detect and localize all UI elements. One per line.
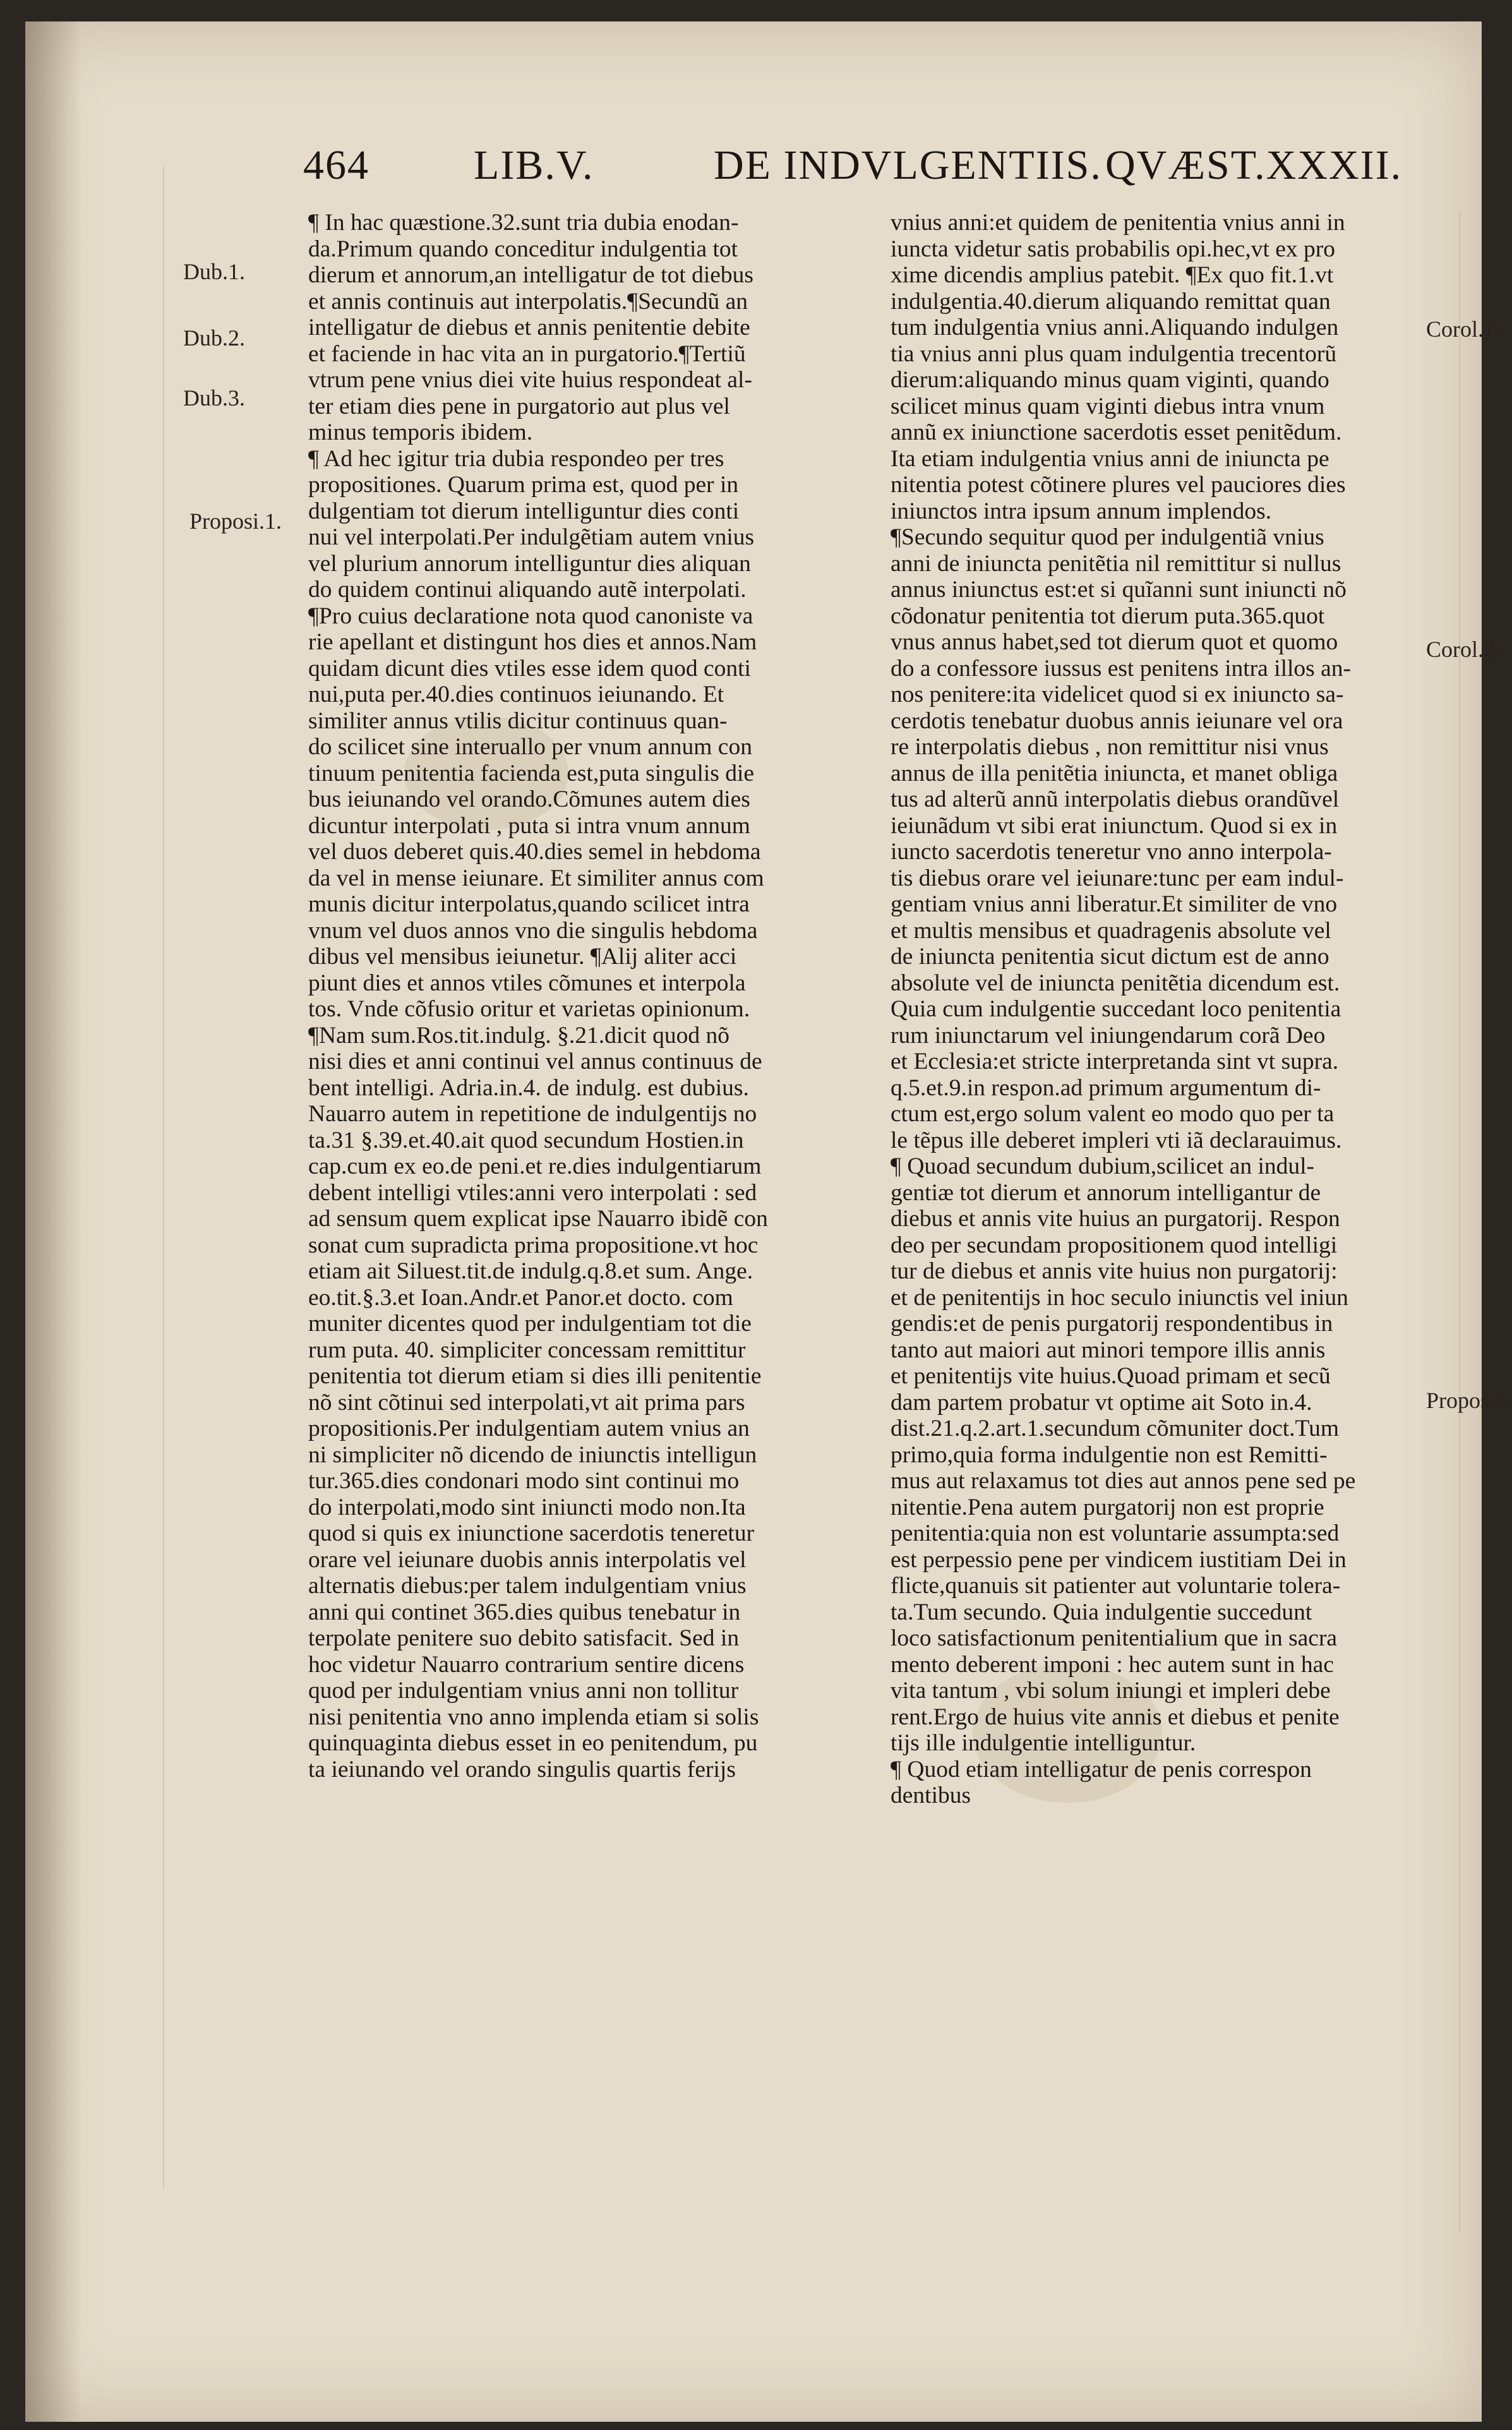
text-line: bent intelligi. Adria.in.4. de indulg. est dubius.: [308, 1074, 749, 1101]
text-line: da vel in mense ieiunare. Et similiter annus com: [308, 865, 764, 891]
left-text-column: [308, 210, 864, 1783]
text-line: q.5.et.9.in respon.ad primum argumentum di-: [891, 1074, 1321, 1101]
text-line: scilicet minus quam viginti diebus intra vnum: [891, 393, 1325, 419]
text-line: ter etiam dies pene in purgatorio aut plus vel: [308, 393, 730, 419]
text-line: nos penitere:ita videlicet quod si ex iniuncto sa-: [891, 682, 1344, 707]
text-line: et Ecclesia:et stricte interpretanda sint vt supra.: [891, 1049, 1339, 1074]
text-line: et faciende in hac vita an in purgatorio.¶Tertiũ: [308, 340, 746, 367]
text-line: anni qui continet 365.dies quibus tenebatur in: [308, 1599, 741, 1625]
margin-note-dub2: Dub.2.: [183, 325, 245, 351]
text-line: primo,quia forma indulgentie non est Remitti-: [891, 1441, 1328, 1468]
text-line: quidam dicunt dies vtiles esse idem quod conti: [308, 655, 751, 682]
text-line: vel duos deberet quis.40.dies semel in hebdoma: [308, 839, 761, 865]
text-line: dierum:aliquando minus quam viginti, quando: [891, 367, 1329, 393]
left-fold-line: [163, 167, 164, 2188]
text-line: eo.tit.§.3.et Ioan.Andr.et Panor.et docto. com: [308, 1284, 733, 1311]
right-fold-line: [1459, 211, 1460, 2232]
text-line: annus iniunctus est:et si quĩanni sunt iniuncti nõ: [891, 577, 1347, 603]
section-title: DE INDVLGENTIIS.: [714, 142, 1102, 188]
margin-note-dub1: Dub.1.: [183, 259, 245, 284]
text-line: cerdotis tenebatur duobus annis ieiunare vel ora: [891, 707, 1343, 734]
text-line: ¶Secundo sequitur quod per indulgentiã vnius: [891, 524, 1324, 550]
text-line: muniter dicentes quod per indulgentiam tot die: [308, 1311, 752, 1337]
text-line: et multis mensibus et quadragenis absolute vel: [891, 917, 1331, 944]
text-line: ¶ Ad hec igitur tria dubia respondeo per tres: [308, 445, 724, 472]
text-line: propositiones. Quarum prima est, quod per in: [308, 472, 739, 498]
text-line: tinuum penitentia facienda est,puta singulis die: [308, 760, 755, 786]
text-line: et annis continuis aut interpolatis.¶Secundũ an: [308, 288, 748, 315]
text-line: rum iniunctarum vel iniungendarum corã Deo: [891, 1022, 1326, 1049]
text-line: re interpolatis diebus , non remittitur nisi vnus: [891, 734, 1329, 760]
text-line: rie apellant et distingunt hos dies et annos.Nam: [308, 629, 757, 655]
text-line: absolute vel de iniuncta penitẽtia dicendum est.: [891, 970, 1340, 996]
text-line: ni simpliciter nõ dicendo de iniunctis intelligun: [308, 1441, 757, 1468]
quaestio-label: QVÆST.XXXII.: [1105, 142, 1403, 188]
text-line: tus ad alterũ annũ interpolatis diebus orandũvel: [891, 786, 1340, 812]
text-line: gendis:et de penis purgatorij respondentibus in: [891, 1311, 1333, 1337]
text-line: dentibus: [891, 1783, 971, 1808]
text-line: ad sensum quem explicat ipse Nauarro ibidẽ con: [308, 1206, 768, 1232]
text-line: propositionis.Per indulgentiam autem vnius an: [308, 1416, 750, 1441]
text-line: nui vel interpolati.Per indulgẽtiam autem vnius: [308, 524, 755, 550]
text-line: dam partem probatur vt optime ait Soto in.4.: [891, 1389, 1312, 1416]
text-line: mento deberent imponi : hec autem sunt in hac: [891, 1651, 1334, 1678]
margin-note-propos1: Proposi.1.: [189, 508, 282, 534]
margin-note-corol2: Corol.2.: [1426, 637, 1501, 662]
text-line: da.Primum quando conceditur indulgentia tot: [308, 236, 738, 262]
text-line: tos. Vnde cõfusio oritur et varietas opinionum.: [308, 996, 750, 1022]
text-line: et de penitentijs in hoc seculo iniunctis vel iniun: [891, 1284, 1348, 1311]
text-line: gentiæ tot dierum et annorum intelligantur de: [891, 1179, 1321, 1206]
text-line: iuncto sacerdotis teneretur vno anno interpola-: [891, 839, 1332, 865]
text-line: dulgentiam tot dierum intelliguntur dies conti: [308, 498, 740, 524]
text-line: dist.21.q.2.art.1.secundum cõmuniter doct.Tum: [891, 1416, 1340, 1441]
text-line: debent intelligi vtiles:anni vero interpolati : sed: [308, 1179, 757, 1206]
text-line: tur.365.dies condonari modo sint continui mo: [308, 1468, 740, 1494]
text-line: rent.Ergo de huius vite annis et diebus et penite: [891, 1704, 1340, 1730]
text-line: vnus annus habet,sed tot dierum quot et quomo: [891, 629, 1338, 655]
book-label: LIB.V.: [474, 142, 594, 188]
text-line: ¶ In hac quæstione.32.sunt tria dubia enodan-: [308, 210, 739, 236]
text-line: quod si quis ex iniunctione sacerdotis teneretur: [308, 1520, 755, 1546]
text-line: nui,puta per.40.dies continuos ieiunando. Et: [308, 682, 724, 707]
text-line: gentiam vnius anni liberatur.Et similiter de vno: [891, 891, 1338, 917]
text-line: xime dicendis amplius patebit. ¶Ex quo fit.1.vt: [891, 262, 1334, 288]
text-line: dicuntur interpolati , puta si intra vnum annum: [308, 812, 750, 839]
text-line: le tẽpus ille deberet impleri vti iã declarauimus.: [891, 1127, 1342, 1153]
text-line: vita tantum , vbi solum iniungi et impleri debe: [891, 1678, 1331, 1704]
folio-number: 464: [303, 142, 369, 188]
text-line: ctum est,ergo solum valent eo modo quo per ta: [891, 1101, 1335, 1127]
text-line: orare vel ieiunare duobis annis interpolatis vel: [308, 1546, 747, 1573]
text-line: tijs ille indulgentie intelliguntur.: [891, 1730, 1196, 1756]
text-line: ieiunãdum vt sibi erat iniunctum. Quod si ex in: [891, 812, 1338, 839]
book-page: [25, 21, 1512, 2422]
text-line: vnius anni:et quidem de penitentia vnius anni in: [891, 210, 1345, 236]
page-gutter-shadow: [25, 21, 82, 2422]
text-line: munis dicitur interpolatus,quando scilicet intra: [308, 891, 750, 917]
text-line: indulgentia.40.dierum aliquando remittat quan: [891, 288, 1331, 315]
text-line: Nauarro autem in repetitione de indulgentijs no: [308, 1101, 757, 1127]
text-line: anni de iniuncta penitẽtia nil remittitur si nullus: [891, 550, 1341, 577]
text-line: tis diebus orare vel ieiunare:tunc per eam indul-: [891, 865, 1344, 891]
text-line: Quia cum indulgentie succedant loco penitentia: [891, 996, 1341, 1022]
right-text-column: [891, 210, 1446, 1809]
text-line: ta ieiunando vel orando singulis quartis ferijs: [308, 1756, 736, 1783]
text-line: dibus vel mensibus ieiunetur. ¶Alij aliter acci: [308, 944, 737, 970]
text-line: hoc videtur Nauarro contrarium sentire dicens: [308, 1651, 745, 1678]
text-line: annũ ex iniunctione sacerdotis esset penitẽdum.: [891, 419, 1342, 445]
text-line: tia vnius anni plus quam indulgentia trecentorũ: [891, 340, 1337, 367]
text-line: ¶ Quod etiam intelligatur de penis correspon: [891, 1756, 1312, 1783]
text-line: tur de diebus et annis vite huius non purgatorij:: [891, 1258, 1338, 1284]
text-line: ta.31 §.39.et.40.ait quod secundum Hostien.in: [308, 1127, 744, 1153]
text-line: ¶ Quoad secundum dubium,scilicet an indul-: [891, 1153, 1315, 1179]
text-line: do a confessore iussus est penitens intra illos an-: [891, 655, 1352, 682]
text-line: ¶Pro cuius declaratione nota quod canoniste va: [308, 603, 753, 629]
text-line: de iniuncta penitentia sicut dictum est de anno: [891, 944, 1329, 970]
text-line: tum indulgentia vnius anni.Aliquando indulgen: [891, 315, 1339, 340]
text-line: vnum vel duos annos vno die singulis hebdoma: [308, 917, 758, 944]
text-line: iuncta videtur satis probabilis opi.hec,vt ex pro: [891, 236, 1336, 262]
text-line: nitentia potest cõtinere plures vel pauciores dies: [891, 472, 1346, 498]
text-line: loco satisfactionum penitentialium que in sacra: [891, 1625, 1338, 1651]
text-line: et penitentijs vite huius.Quoad primam et secũ: [891, 1363, 1331, 1389]
text-line: vel plurium annorum intelliguntur dies aliquan: [308, 550, 751, 577]
text-line: nitentie.Pena autem purgatorij non est proprie: [891, 1494, 1324, 1520]
text-line: etiam ait Siluest.tit.de indulg.q.8.et sum. Ange.: [308, 1258, 753, 1284]
text-line: ¶Nam sum.Ros.tit.indulg. §.21.dicit quod nõ: [308, 1022, 729, 1049]
text-line: bus ieiunando vel orando.Cõmunes autem dies: [308, 786, 750, 812]
text-line: tanto aut maiori aut minori tempore illis annis: [891, 1337, 1326, 1363]
text-line: quod per indulgentiam vnius anni non tollitur: [308, 1678, 739, 1704]
text-line: nõ sint cõtinui sed interpolati,vt ait prima pars: [308, 1389, 745, 1416]
text-line: intelligatur de diebus et annis penitentie debite: [308, 315, 750, 340]
text-line: iniunctos intra ipsum annum implendos.: [891, 498, 1272, 524]
text-line: nisi penitentia vno anno implenda etiam si solis: [308, 1704, 759, 1730]
text-line: sonat cum supradicta prima propositione.vt hoc: [308, 1232, 759, 1258]
text-line: Ita etiam indulgentia vnius anni de iniuncta pe: [891, 445, 1329, 472]
running-head: [303, 141, 1415, 205]
text-line: mus aut relaxamus tot dies aut annos pene sed pe: [891, 1468, 1356, 1494]
text-line: rum puta. 40. simpliciter concessam remittitur: [308, 1337, 746, 1363]
text-line: do scilicet sine interuallo per vnum annum con: [308, 734, 752, 760]
text-line: ta.Tum secundo. Quia indulgentie succedunt: [891, 1599, 1312, 1625]
text-line: penitentia:quia non est voluntarie assumpta:sed: [891, 1520, 1340, 1546]
text-line: do quidem continui aliquando autẽ interpolati.: [308, 577, 747, 603]
text-line: annus de illa penitẽtia iniuncta, et manet obliga: [891, 760, 1338, 786]
text-line: cap.cum ex eo.de peni.et re.dies indulgentiarum: [308, 1153, 762, 1179]
margin-note-propos2: Propos.2.: [1426, 1388, 1512, 1413]
text-line: penitentia tot dierum etiam si dies illi penitentie: [308, 1363, 762, 1389]
text-line: do interpolati,modo sint iniuncti modo non.Ita: [308, 1494, 746, 1520]
text-line: piunt dies et annos vtiles cõmunes et interpola: [308, 970, 746, 996]
text-line: minus temporis ibidem.: [308, 419, 533, 445]
text-line: flicte,quanuis sit patienter aut voluntarie tolera-: [891, 1573, 1341, 1599]
text-line: quinquaginta diebus esset in eo penitendum, pu: [308, 1730, 758, 1756]
text-line: diebus et annis vite huius an purgatorij. Respon: [891, 1206, 1340, 1232]
text-line: alternatis diebus:per talem indulgentiam vnius: [308, 1573, 747, 1599]
text-line: vtrum pene vnius diei vite huius respondeat al-: [308, 367, 752, 393]
text-line: est perpessio pene per vindicem iustitiam Dei in: [891, 1546, 1347, 1573]
text-line: deo per secundam propositionem quod intelligi: [891, 1232, 1338, 1258]
text-line: terpolate penitere suo debito satisfacit. Sed in: [308, 1625, 740, 1651]
margin-note-dub3: Dub.3.: [183, 385, 245, 411]
margin-note-corol1: Corol.1.: [1426, 316, 1501, 342]
text-line: similiter annus vtilis dicitur continuus quan-: [308, 707, 728, 734]
text-line: nisi dies et anni continui vel annus continuus de: [308, 1049, 762, 1074]
text-line: dierum et annorum,an intelligatur de tot diebus: [308, 262, 754, 288]
text-line: cõdonatur penitentia tot dierum puta.365.quot: [891, 603, 1325, 629]
